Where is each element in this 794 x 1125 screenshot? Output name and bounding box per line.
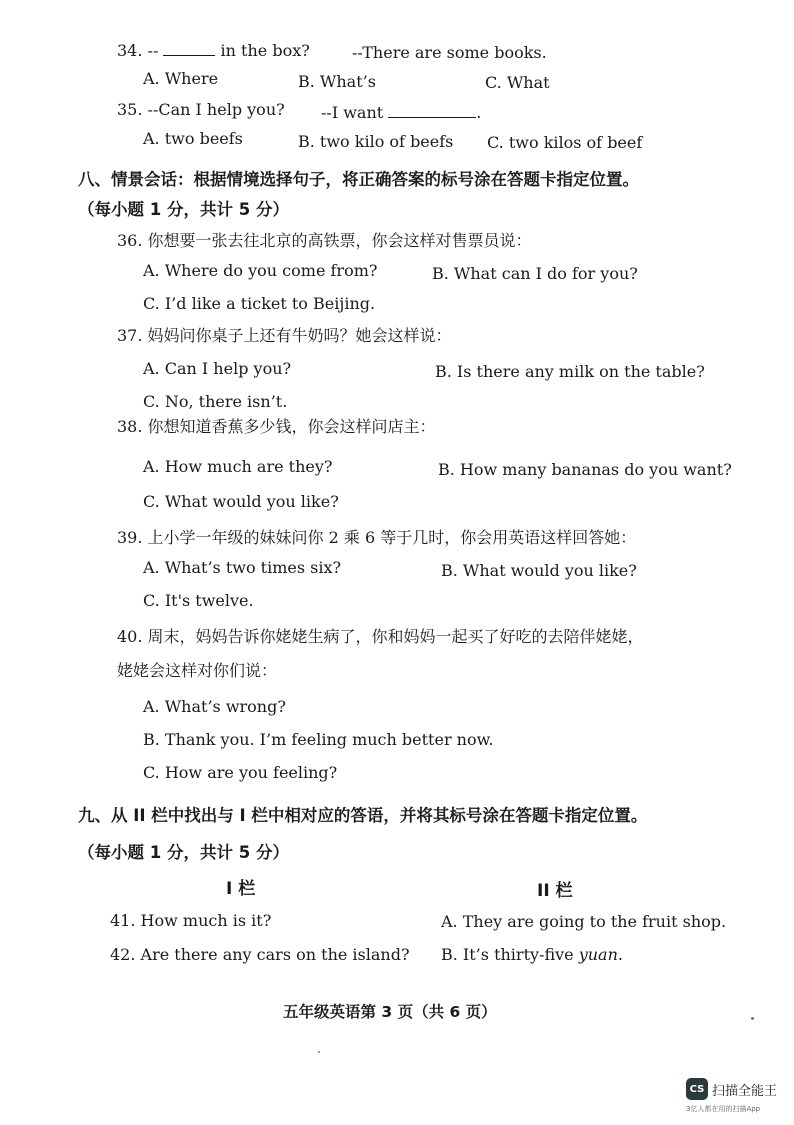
q40-stem-line2: 姥姥会这样对你们说：: [117, 661, 278, 680]
match-answer-b-italic: yuan: [578, 945, 618, 964]
column-ii-header: II 栏: [537, 881, 573, 901]
scan-speck: [318, 1051, 320, 1053]
q38-option-b: B. How many bananas do you want?: [438, 460, 732, 479]
match-answer-b-suffix: .: [617, 945, 623, 964]
q40-stem-line1: 40. 周末，妈妈告诉你姥姥生病了，你和妈妈一起买了好吃的去陪伴姥姥，: [117, 627, 644, 646]
q35-reply: [321, 102, 481, 124]
q37-option-b: B. Is there any milk on the table?: [435, 362, 705, 381]
q35-option-c: C. two kilos of beef: [487, 133, 643, 152]
q38-option-c: C. What would you like?: [143, 492, 339, 511]
section9-title: 九、从 II 栏中找出与 I 栏中相对应的答语，并将其标号涂在答题卡指定位置。: [78, 806, 648, 825]
q34-reply: --There are some books.: [352, 43, 547, 62]
q34-stem: [117, 40, 310, 62]
match-answer-b-text: B. It’s thirty-five: [441, 945, 579, 964]
scanner-app-name: 扫描全能王: [712, 1084, 778, 1099]
q34-blank: [163, 41, 215, 56]
section8-score: （每小题 1 分，共计 5 分）: [78, 200, 289, 219]
q39-option-a: A. What’s two times six?: [143, 558, 342, 577]
match-q42: 42. Are there any cars on the island?: [110, 945, 410, 964]
section8-title: 八、情景会话：根据情境选择句子，将正确答案的标号涂在答题卡指定位置。: [78, 170, 639, 189]
q39-option-b: B. What would you like?: [441, 561, 637, 580]
q34-number: 34. --: [117, 41, 159, 60]
q35-blank: [388, 103, 476, 118]
q40-option-b: B. Thank you. I’m feeling much better now.: [143, 730, 494, 749]
q34-option-c: C. What: [485, 73, 550, 92]
q36-option-c: C. I’d like a ticket to Beijing.: [143, 294, 376, 313]
q34-option-b: B. What’s: [298, 72, 376, 91]
q40-option-a: A. What’s wrong?: [143, 697, 286, 716]
q38-stem: 38. 你想知道香蕉多少钱，你会这样问店主：: [117, 417, 436, 436]
q36-option-b: B. What can I do for you?: [432, 264, 638, 283]
q37-stem: 37. 妈妈问你桌子上还有牛奶吗？她会这样说：: [117, 326, 452, 345]
q34-option-a: A. Where: [143, 69, 219, 88]
q37-option-c: C. No, there isn’t.: [143, 392, 288, 411]
q39-option-c: C. It's twelve.: [143, 591, 254, 610]
match-answer-a: A. They are going to the fruit shop.: [441, 912, 727, 931]
q40-option-c: C. How are you feeling?: [143, 763, 338, 782]
q35-reply-prefix: --I want: [321, 103, 384, 122]
q34-stem-text: in the box?: [220, 41, 310, 60]
q39-stem: 39. 上小学一年级的妹妹问你 2 乘 6 等于几时，你会用英语这样回答她：: [117, 528, 637, 547]
column-i-header: I 栏: [226, 879, 256, 899]
q35-reply-suffix: .: [476, 103, 482, 122]
scanner-tagline: 3亿人都在用的扫描App: [686, 1105, 761, 1113]
q38-option-a: A. How much are they?: [143, 457, 333, 476]
q35-option-b: B. two kilo of beefs: [298, 132, 454, 151]
q37-option-a: A. Can I help you?: [143, 359, 292, 378]
scanner-watermark: [686, 1078, 786, 1118]
q35-stem: 35. --Can I help you?: [117, 100, 285, 119]
section9-score: （每小题 1 分，共计 5 分）: [78, 843, 289, 862]
match-answer-b: [441, 944, 623, 966]
q36-stem: 36. 你想要一张去往北京的高铁票，你会这样对售票员说：: [117, 231, 532, 250]
q36-option-a: A. Where do you come from?: [143, 261, 378, 280]
q35-option-a: A. two beefs: [143, 129, 243, 148]
page-footer: 五年级英语第 3 页（共 6 页）: [283, 1003, 497, 1021]
scan-speck: [751, 1017, 754, 1020]
match-q41: 41. How much is it?: [110, 911, 272, 930]
scanner-logo-icon: CS: [686, 1078, 708, 1100]
